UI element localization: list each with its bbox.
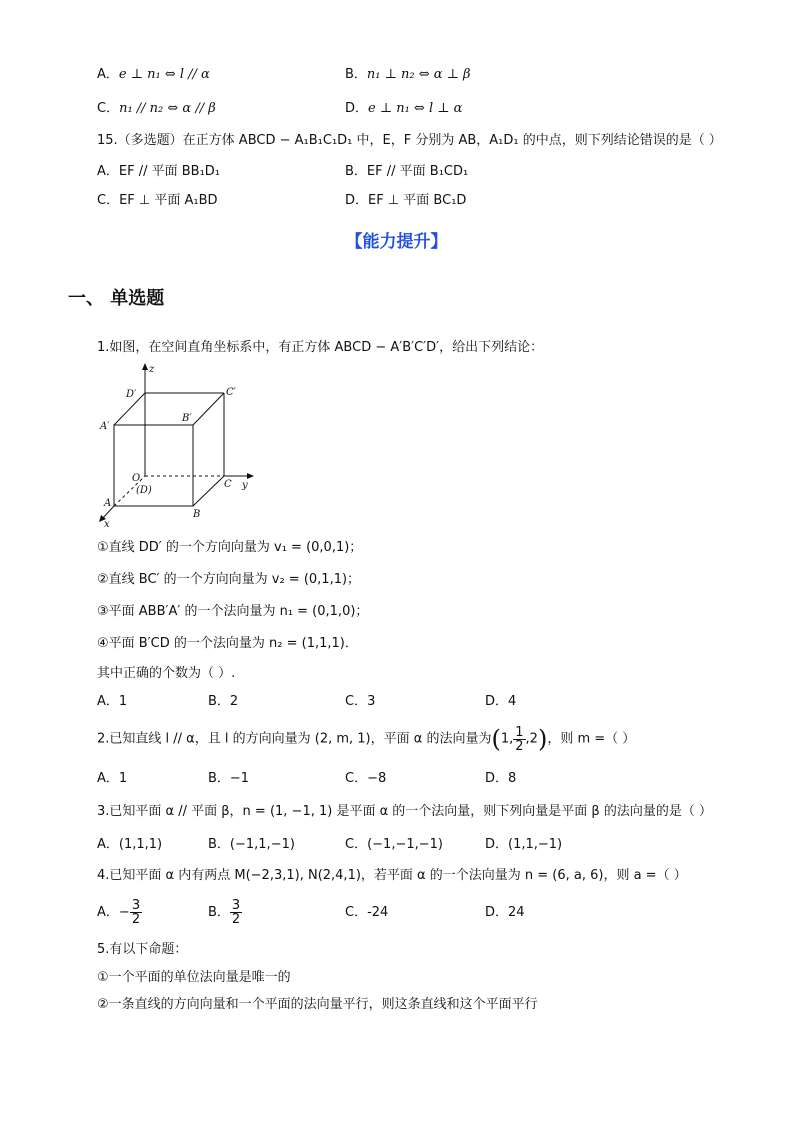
label-c-prime: C′ [226,387,236,398]
q4-option-b-letter: B． [208,905,230,920]
label-a: A [104,498,112,509]
cube-edge-bc [193,393,224,425]
q2-option-b: B．−1 [208,771,250,786]
y-axis-arrow [247,473,254,479]
cube-front-face [114,425,193,506]
q5-statement-1: ①一个平面的单位法向量是唯一的 [97,970,291,985]
q2-fraction-numerator: 1 [515,724,524,740]
q15-option-b-letter: B． [345,164,367,179]
q14-option-b [345,67,471,83]
q4-stem: 4.已知平面 α 内有两点 M(−2,3,1), N(2,4,1)，若平面 α 的一个法向量为 n = (6, a, 6)，则 a =（ ） [97,868,687,883]
q14-option-c [97,101,216,117]
q4-option-a-sign: − [118,905,130,920]
q2-fraction-denominator: 2 [515,738,524,754]
q14-option-c-letter: C． [97,101,120,116]
q2-vector-last: ,2 [525,731,538,747]
q15-option-c-letter: C． [97,193,120,208]
q14-option-d-text: e ⊥ n₁ ⇔ l ⊥ α [368,101,463,116]
x-label: x [104,519,110,528]
q1-question: 其中正确的个数为（ ）. [97,666,236,681]
q4-option-d: D．24 [485,905,525,920]
q14-option-c-text: n₁ // n₂ ⇔ α // β [119,101,216,116]
q4-option-a [97,896,142,930]
q3-option-d: D．(1,1,−1) [485,837,563,852]
q15-option-a-letter: A． [97,164,119,179]
q15-option-d-text: EF ⊥ 平面 BC₁D [368,193,467,208]
q3-option-a: A．(1,1,1) [97,837,163,852]
q4-option-a-letter: A． [97,905,119,920]
q2-vector-first: 1, [500,731,514,747]
q3-stem: 3.已知平面 α // 平面 β，n = (1, −1, 1) 是平面 α 的一个法向量，则下列向量是平面 β 的法向量的是（ ） [97,804,712,819]
y-label: y [242,480,248,491]
q1-option-b: B．2 [208,694,239,709]
cube-figure [96,363,266,528]
q2-option-a: A．1 [97,771,128,786]
q14-option-a-letter: A． [97,67,119,82]
cube-edge-bottom-right [193,476,224,506]
q14-option-a [97,67,210,83]
q1-option-d: D．4 [485,694,517,709]
q2-vector-fraction [513,726,525,753]
q2-option-d: D．8 [485,771,517,786]
label-a-prime: A′ [100,421,110,432]
z-axis-arrow [142,363,148,370]
label-b-prime: B′ [182,413,192,424]
q15-option-c-text: EF ⊥ 平面 A₁BD [119,193,218,208]
q4-option-b-fraction [230,899,242,926]
label-b: B [193,509,201,520]
section-heading: 一、 单选题 [68,288,165,309]
q15-option-c [97,193,218,209]
q15-option-a [97,164,220,180]
q4-option-a-numerator: 3 [131,898,141,913]
q3-option-b: B．(−1,1,−1) [208,837,295,852]
q14-option-d [345,101,462,117]
q2-option-c: C．−8 [345,771,387,786]
q2-stem-post: ，则 m =（ ） [547,731,636,747]
q1-statement-4: ④平面 B′CD 的一个法向量为 n₂ = (1,1,1)． [97,636,358,651]
q1-stem: 1.如图，在空间直角坐标系中，有正方体 ABCD − A′B′C′D′，给出下列结论： [97,340,544,355]
q1-statement-3: ③平面 ABB′A′ 的一个法向量为 n₁ = (0,1,0)； [97,604,369,619]
q4-option-b-denominator: 2 [231,912,241,927]
q15-option-a-text: EF // 平面 BB₁D₁ [118,164,221,179]
q14-option-a-text: e ⊥ n₁ ⇔ l // α [118,67,210,82]
q1-statement-1: ①直线 DD′ 的一个方向向量为 v₁ = (0,0,1)； [97,540,363,555]
q2-stem [97,724,635,755]
q15-stem: 15.（多选题）在正方体 ABCD − A₁B₁C₁D₁ 中，E，F 分别为 AB，A₁D₁ 的中点，则下列结论错误的是（ ） [97,133,722,148]
q1-statement-2: ②直线 BC′ 的一个方向向量为 v₂ = (0,1,1)； [97,572,361,587]
q15-option-b [345,164,468,180]
q1-option-c: C．3 [345,694,376,709]
q15-option-d [345,193,466,209]
q5-stem: 5.有以下命题： [97,942,188,957]
label-d-prime: D′ [126,389,137,400]
q4-option-c: C．-24 [345,905,389,920]
q4-option-b [208,896,242,930]
q15-option-d-letter: D． [345,193,369,208]
q2-stem-pre: 2.已知直线 l // α，且 l 的方向向量为 (2, m, 1)，平面 α 的法向量为 [97,731,492,747]
q14-option-b-letter: B． [345,67,367,82]
section-title: 【能力提升】 [345,232,448,252]
q14-option-d-letter: D． [345,101,369,116]
label-d: (D) [136,485,152,496]
label-c: C [224,479,232,490]
z-label: z [149,364,155,375]
q15-option-b-text: EF // 平面 B₁CD₁ [366,164,469,179]
q2-vector-close: ) [537,725,548,753]
q4-option-b-numerator: 3 [231,898,241,913]
q1-option-a: A．1 [97,694,128,709]
q4-option-a-fraction [130,899,142,926]
q5-statement-2: ②一条直线的方向向量和一个平面的法向量平行，则这条直线和这个平面平行 [97,997,538,1012]
q14-option-b-text: n₁ ⊥ n₂ ⇔ α ⊥ β [366,67,471,82]
label-o: O [132,473,141,484]
q3-option-c: C．(−1,−1,−1) [345,837,443,852]
q4-option-a-denominator: 2 [131,912,141,927]
q2-vector-open: ( [491,725,501,753]
